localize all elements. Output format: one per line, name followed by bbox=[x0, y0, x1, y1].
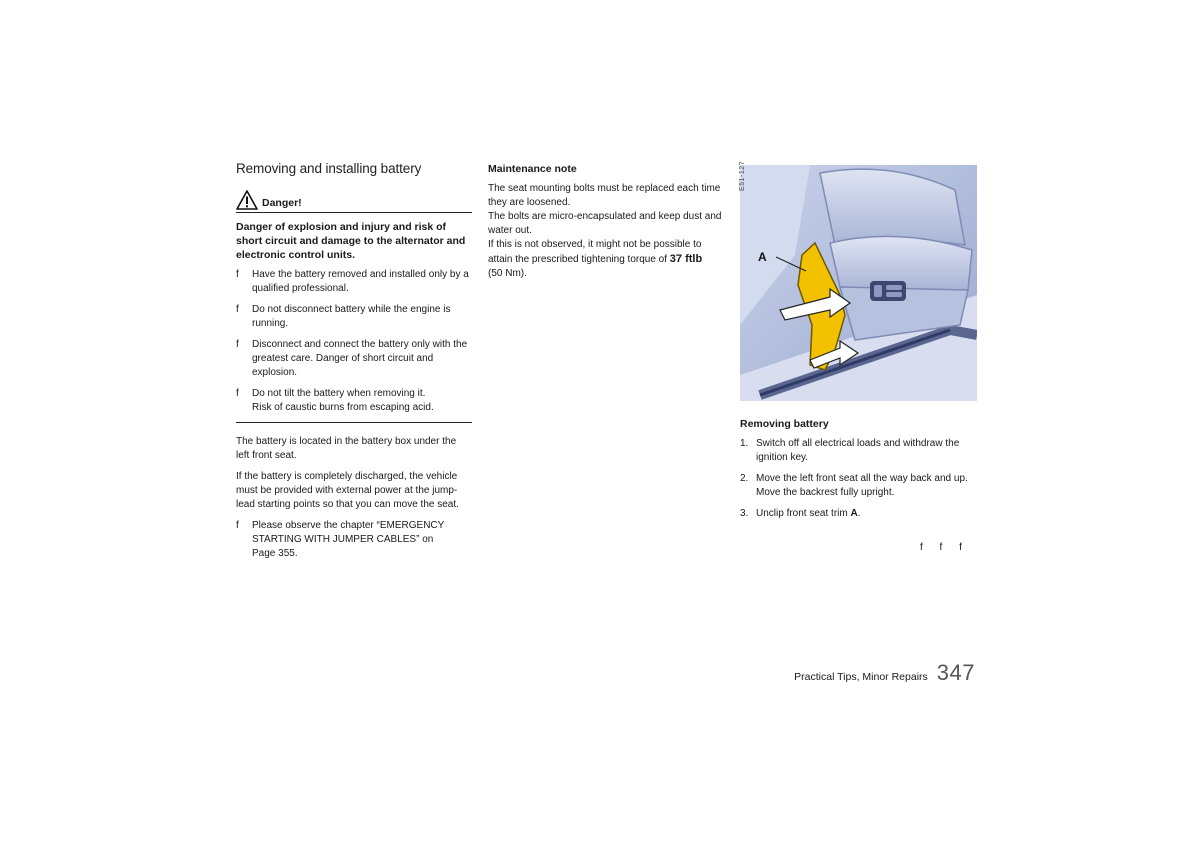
reference-page: Page 355. bbox=[252, 548, 298, 559]
torque-value: 37 ftlb bbox=[669, 253, 703, 265]
note-line: The seat mounting bolts must be replaced each time they are loosened. bbox=[488, 183, 721, 208]
bullet-glyph: f bbox=[236, 388, 239, 399]
bullet-glyph: f bbox=[236, 304, 239, 315]
warning-text: Have the battery removed and installed only by a qualified professional. bbox=[252, 269, 469, 294]
left-column bbox=[236, 160, 472, 568]
bullet-glyph: f bbox=[236, 339, 239, 350]
page-footer bbox=[794, 660, 975, 686]
warning-item bbox=[236, 387, 472, 415]
note-line bbox=[488, 238, 724, 281]
figure-label-a: A bbox=[758, 250, 767, 264]
bullet-glyph: f bbox=[236, 269, 239, 280]
step-end: . bbox=[857, 508, 861, 519]
warning-triangle-icon bbox=[236, 190, 258, 210]
step-number: 3. bbox=[740, 508, 749, 519]
reference-item bbox=[236, 519, 472, 561]
warning-text: Disconnect and connect the battery only with the greatest care. Danger of short circuit and explosion. bbox=[252, 339, 468, 378]
maintenance-note bbox=[488, 162, 724, 281]
step-number: 1. bbox=[740, 438, 749, 449]
step-line: Move the left front seat all the way back and up. bbox=[756, 473, 968, 484]
continued-marks: f f f bbox=[920, 542, 962, 553]
seat-figure bbox=[739, 161, 977, 401]
removing-battery-heading: Removing battery bbox=[740, 418, 829, 430]
warning-item bbox=[236, 268, 472, 296]
reference-chapter: Please observe the chapter “EMERGENCY STARTING WITH JUMPER CABLES” on bbox=[252, 520, 445, 545]
warning-line: Risk of caustic burns from escaping acid. bbox=[252, 402, 434, 413]
step-line: Move the backrest fully upright. bbox=[756, 487, 895, 498]
step-text: Switch off all electrical loads and withdraw the ignition key. bbox=[756, 438, 960, 463]
seat-illustration bbox=[740, 165, 977, 401]
step-item bbox=[740, 507, 977, 521]
warning-item bbox=[236, 303, 472, 331]
bullet-glyph: f bbox=[236, 520, 239, 531]
danger-header bbox=[236, 188, 472, 213]
danger-label: Danger! bbox=[262, 197, 302, 209]
figure-code: E51-127 bbox=[739, 161, 746, 191]
warning-text: Do not disconnect battery while the engine is running. bbox=[252, 304, 451, 329]
step-text bbox=[756, 472, 977, 500]
section-title: Removing and installing battery bbox=[236, 161, 422, 176]
reference-text bbox=[252, 519, 472, 561]
step-number: 2. bbox=[740, 473, 749, 484]
torque-metric: (50 Nm). bbox=[488, 268, 527, 279]
trim-label: A bbox=[850, 508, 858, 519]
step-item bbox=[740, 437, 977, 465]
discharged-battery-text: If the battery is completely discharged, the vehicle must be provided with external power at the jump-lead starting points so that you can move the seat. bbox=[236, 471, 459, 510]
warning-item bbox=[236, 338, 472, 380]
danger-text: Danger of explosion and injury and risk of short circuit and damage to the alternator and electronic control units. bbox=[236, 221, 466, 261]
note-torque-text: If this is not observed, it might not be possible to attain the prescribed tightening torque of bbox=[488, 239, 702, 265]
step-item bbox=[740, 472, 977, 500]
section-name: Practical Tips, Minor Repairs bbox=[794, 671, 928, 683]
note-line: The bolts are micro-encapsulated and keep dust and water out. bbox=[488, 211, 722, 236]
right-column bbox=[739, 161, 977, 528]
step-line: Unclip front seat trim bbox=[756, 508, 851, 519]
battery-location-text: The battery is located in the battery box under the left front seat. bbox=[236, 436, 457, 461]
maintenance-heading: Maintenance note bbox=[488, 163, 577, 175]
warning-text bbox=[252, 387, 472, 415]
step-text bbox=[756, 507, 977, 521]
danger-end-rule bbox=[236, 422, 472, 423]
warning-line: Do not tilt the battery when removing it. bbox=[252, 388, 426, 399]
page-number: 347 bbox=[936, 660, 975, 685]
